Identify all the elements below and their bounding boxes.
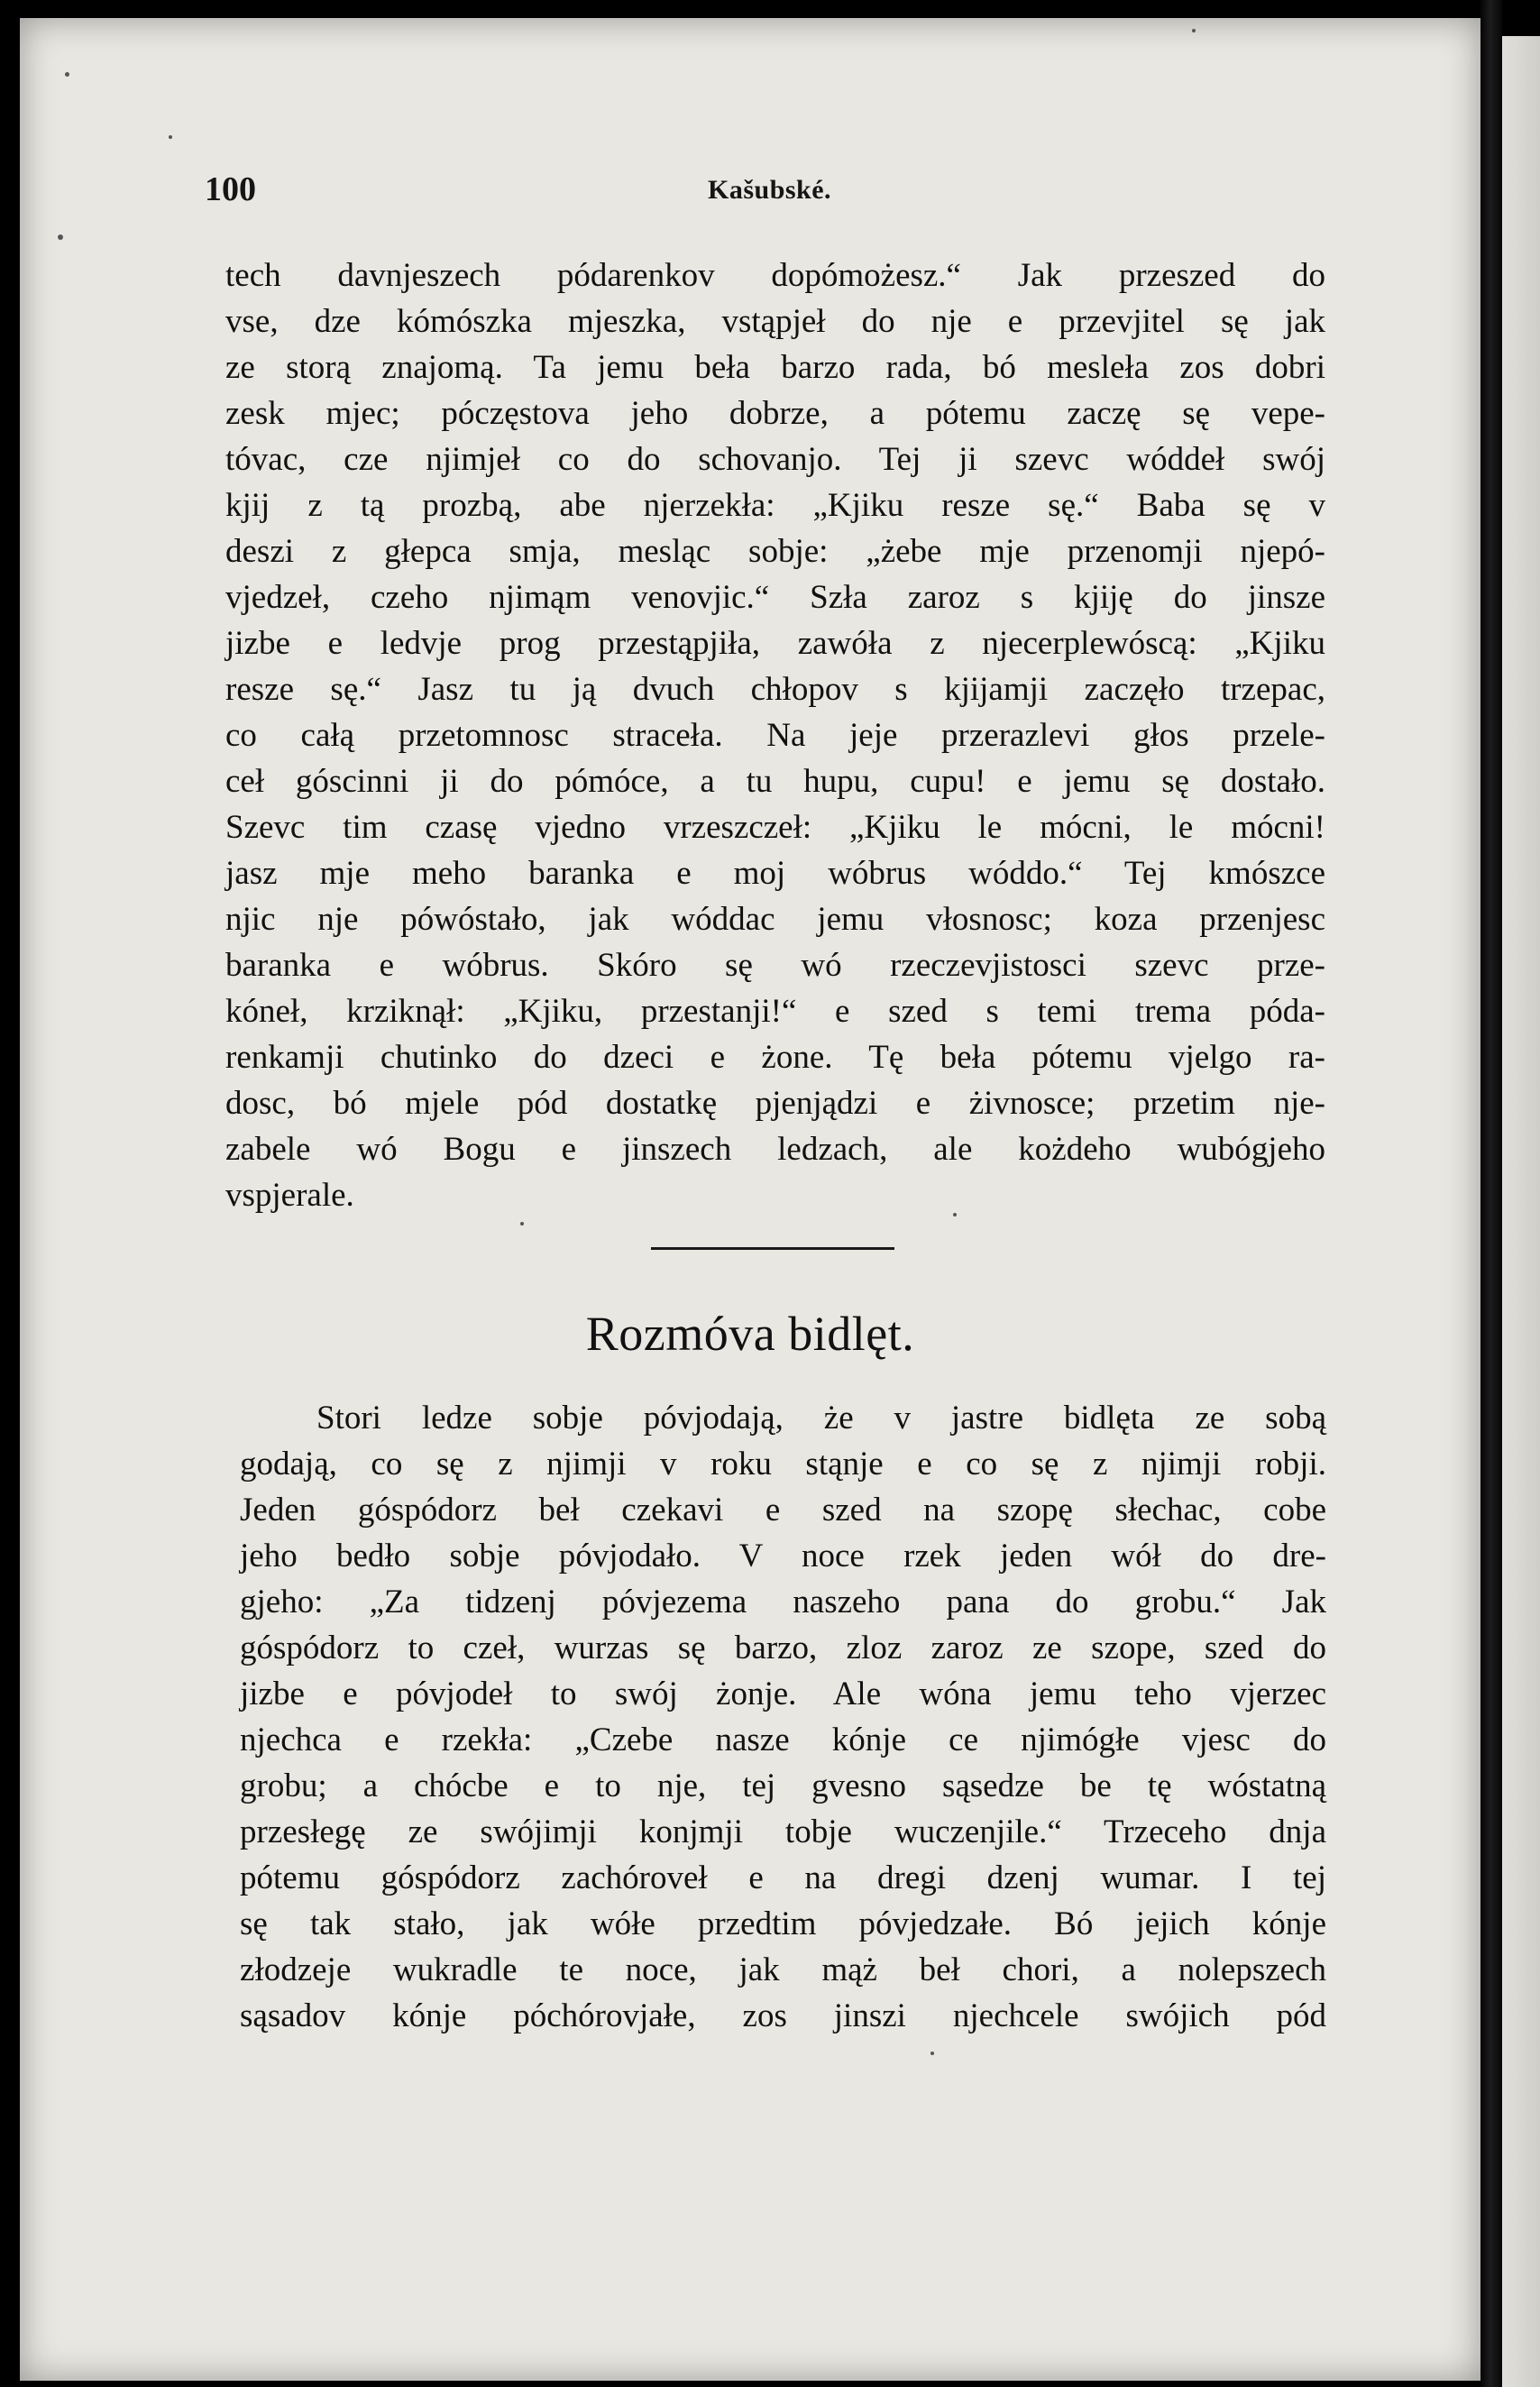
text-line: vjedzeł, czeho njimąm venovjic.“ Szła zaroz s kjiję do jinsze bbox=[225, 579, 1325, 616]
text-line: vse, dze kómószka mjeszka, vstąpjeł do nje e przevjitel sę jak bbox=[225, 303, 1325, 340]
text-line: jeho bedło sobje póvjodało. V noce rzek jeden wół do dre- bbox=[240, 1538, 1326, 1575]
text-line: gjeho: „Za tidzenj póvjezema naszeho pana do grobu.“ Jak bbox=[240, 1584, 1326, 1620]
text-line: njic nje pówóstało, jak wóddac jemu vłosnosc; koza przenjesc bbox=[225, 901, 1325, 938]
text-line: kóneł, krziknął: „Kjiku, przestanji!“ e szed s temi trema póda- bbox=[225, 993, 1325, 1030]
text-line: sę tak stało, jak wółe przedtim póvjedzałe. Bó jejich kónje bbox=[240, 1905, 1326, 1942]
paper-speck bbox=[1192, 29, 1196, 32]
text-line: baranka e wóbrus. Skóro sę wó rzeczevjistosci szevc prze- bbox=[225, 947, 1325, 984]
book-page bbox=[20, 18, 1480, 2381]
section-divider bbox=[651, 1247, 894, 1250]
page-number: 100 bbox=[205, 170, 256, 208]
text-line: tech davnjeszech pódarenkov dopómożesz.“ Jak przeszed do bbox=[225, 257, 1325, 294]
text-line: vspjerale. bbox=[225, 1177, 354, 1214]
text-line: godają, co sę z njimji v roku stąnje e co sę z njimji robji. bbox=[240, 1446, 1326, 1483]
section-title: Rozmóva bidlęt. bbox=[585, 1307, 915, 1361]
page-gutter-shadow bbox=[1480, 0, 1502, 2387]
text-line: złodzeje wukradle te noce, jak mąż beł chori, a nolepszech bbox=[240, 1951, 1326, 1988]
text-line: co całą przetomnosc straceła. Na jeje przerazlevi głos przele- bbox=[225, 717, 1325, 754]
text-line: jizbe e ledvje prog przestąpjiła, zawóła z njecerplewóscą: „Kjiku bbox=[225, 625, 1325, 662]
text-line: ceł góscinni ji do pómóce, a tu hupu, cupu! e jemu sę dostało. bbox=[225, 763, 1325, 800]
page-header bbox=[205, 170, 1335, 220]
paper-speck bbox=[169, 135, 172, 139]
text-line: góspódorz to czeł, wurzas sę barzo, zloz zaroz ze szope, szed do bbox=[240, 1630, 1326, 1666]
text-line: resze sę.“ Jasz tu ją dvuch chłopov s kjijamji zaczęło trzepac, bbox=[225, 671, 1325, 708]
paper-speck bbox=[65, 72, 69, 77]
text-line: ze storą znajomą. Ta jemu beła barzo rada, bó mesleła zos dobri bbox=[225, 349, 1325, 386]
text-line: przesłegę ze swójimji konjmji tobje wuczenjile.“ Trzeceho dnja bbox=[240, 1813, 1326, 1850]
paper-speck bbox=[930, 2052, 934, 2055]
next-page-edge bbox=[1502, 36, 1540, 2387]
paper-speck bbox=[58, 234, 63, 240]
text-line: Szevc tim czasę vjedno vrzeszczeł: „Kjiku le mócni, le mócni! bbox=[225, 809, 1325, 846]
text-line: sąsadov kónje póchórovjałe, zos jinszi njechcele swójich pód bbox=[240, 1997, 1326, 2034]
text-line: jasz mje meho baranka e moj wóbrus wóddo.“ Tej kmószce bbox=[225, 855, 1325, 892]
text-line: kjij z tą prozbą, abe njerzekła: „Kjiku resze sę.“ Baba sę v bbox=[225, 487, 1325, 524]
story-ending-paragraph bbox=[225, 252, 1325, 1218]
text-line: Jeden góspódorz beł czekavi e szed na szopę słechac, cobe bbox=[240, 1492, 1326, 1529]
paper-speck bbox=[520, 1222, 524, 1226]
text-line: njechca e rzekła: „Czebe nasze kónje ce njimógłe vjesc do bbox=[240, 1721, 1326, 1758]
running-title: Kašubské. bbox=[708, 175, 832, 205]
text-line: pótemu góspódorz zachóroveł e na dregi dzenj wumar. I tej bbox=[240, 1859, 1326, 1896]
section-paragraph bbox=[240, 1395, 1326, 2039]
text-line: grobu; a chócbe e to nje, tej gvesno sąsedze be tę wóstatną bbox=[240, 1767, 1326, 1804]
text-line: zesk mjec; póczęstova jeho dobrze, a pótemu zaczę sę vepe- bbox=[225, 395, 1325, 432]
text-line: renkamji chutinko do dzeci e żone. Tę beła pótemu vjelgo ra- bbox=[225, 1039, 1325, 1076]
text-line: zabele wó Bogu e jinszech ledzach, ale kożdeho wubógjeho bbox=[225, 1131, 1325, 1168]
text-line: jizbe e póvjodeł to swój żonje. Ale wóna jemu teho vjerzec bbox=[240, 1675, 1326, 1712]
text-line: dosc, bó mjele pód dostatkę pjenjądzi e żivnosce; przetim nje- bbox=[225, 1085, 1325, 1122]
text-line: tóvac, cze njimjeł co do schovanjo. Tej ji szevc wóddeł swój bbox=[225, 441, 1325, 478]
text-line: Stori ledze sobje póvjodają, że v jastre bidlęta ze sobą bbox=[316, 1400, 1326, 1437]
text-line: deszi z głepca smja, mesląc sobje: „żebe mje przenomji njepó- bbox=[225, 533, 1325, 570]
